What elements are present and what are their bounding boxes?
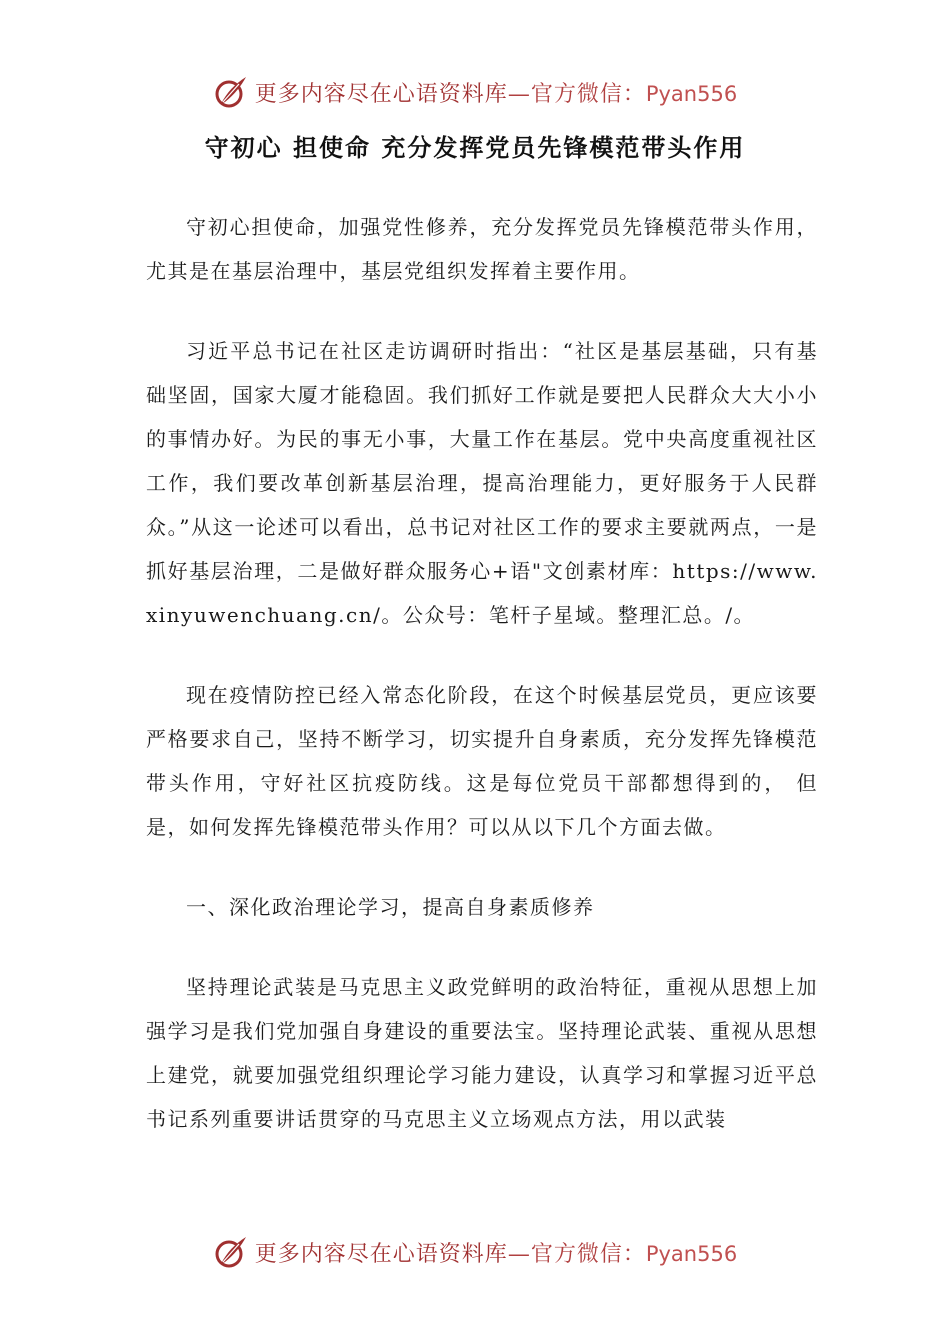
section-heading-1: 一、深化政治理论学习，提高自身素质修养 [186,895,595,919]
banner-dash: — [507,1241,531,1267]
banner-dash: — [507,81,531,107]
banner-account: Pyan556 [645,1241,738,1266]
feather-pen-logo-icon [213,1234,249,1270]
document-title: 守初心 担使命 充分发挥党员先锋模范带头作用 [204,134,746,162]
feather-pen-logo-icon [213,74,249,110]
paragraph-intro: 守初心担使命，加强党性修养，充分发挥党员先锋模范带头作用，尤其是在基层治理中，基层党组织发挥着主要作用。 [146,215,818,283]
banner-text [255,1237,737,1268]
footer-watermark-banner [0,1232,950,1272]
banner-text [255,77,737,108]
banner-account: Pyan556 [645,81,738,106]
paragraph-theory: 坚持理论武装是马克思主义政党鲜明的政治特征，重视从思想上加强学习是我们党加强自身建设的重要法宝。坚持理论武装、重视从思想上建党，就要加强党组织理论学习能力建设，认真学习和掌握习近平总书记系列重要讲话贯穿的马克思主义立场观点方法，用以武装 [146,975,818,1131]
header-watermark-banner [0,72,950,112]
document-body [146,205,818,1177]
banner-wechat-label: 官方微信： [530,1241,646,1267]
banner-main-text: 更多内容尽在心语资料库 [254,81,508,107]
banner-main-text: 更多内容尽在心语资料库 [254,1241,508,1267]
paragraph-quote: 习近平总书记在社区走访调研时指出：“社区是基层基础，只有基础坚固，国家大厦才能稳固。我们抓好工作就是要把人民群众大大小小的事情办好。为民的事无小事，大量工作在基层。党中央高度重视社区工作，我们要改革创新基层治理，提高治理能力，更好服务于人民群众。”从这一论述可以看出，总书记对社区工作的要求主要就两点，一是抓好基层治理，二是做好群众服务心+语"文创素材库：https://www.xinyuwenchuang.cn/。公众号：笔杆子星域。整理汇总。/。 [146,339,818,627]
banner-wechat-label: 官方微信： [530,81,646,107]
paragraph-epidemic: 现在疫情防控已经入常态化阶段，在这个时候基层党员，更应该要严格要求自己，坚持不断学习，切实提升自身素质，充分发挥先锋模范带头作用，守好社区抗疫防线。这是每位党员干部都想得到的， 但是，如何发挥先锋模范带头作用？可以从以下几个方面去做。 [146,683,818,839]
